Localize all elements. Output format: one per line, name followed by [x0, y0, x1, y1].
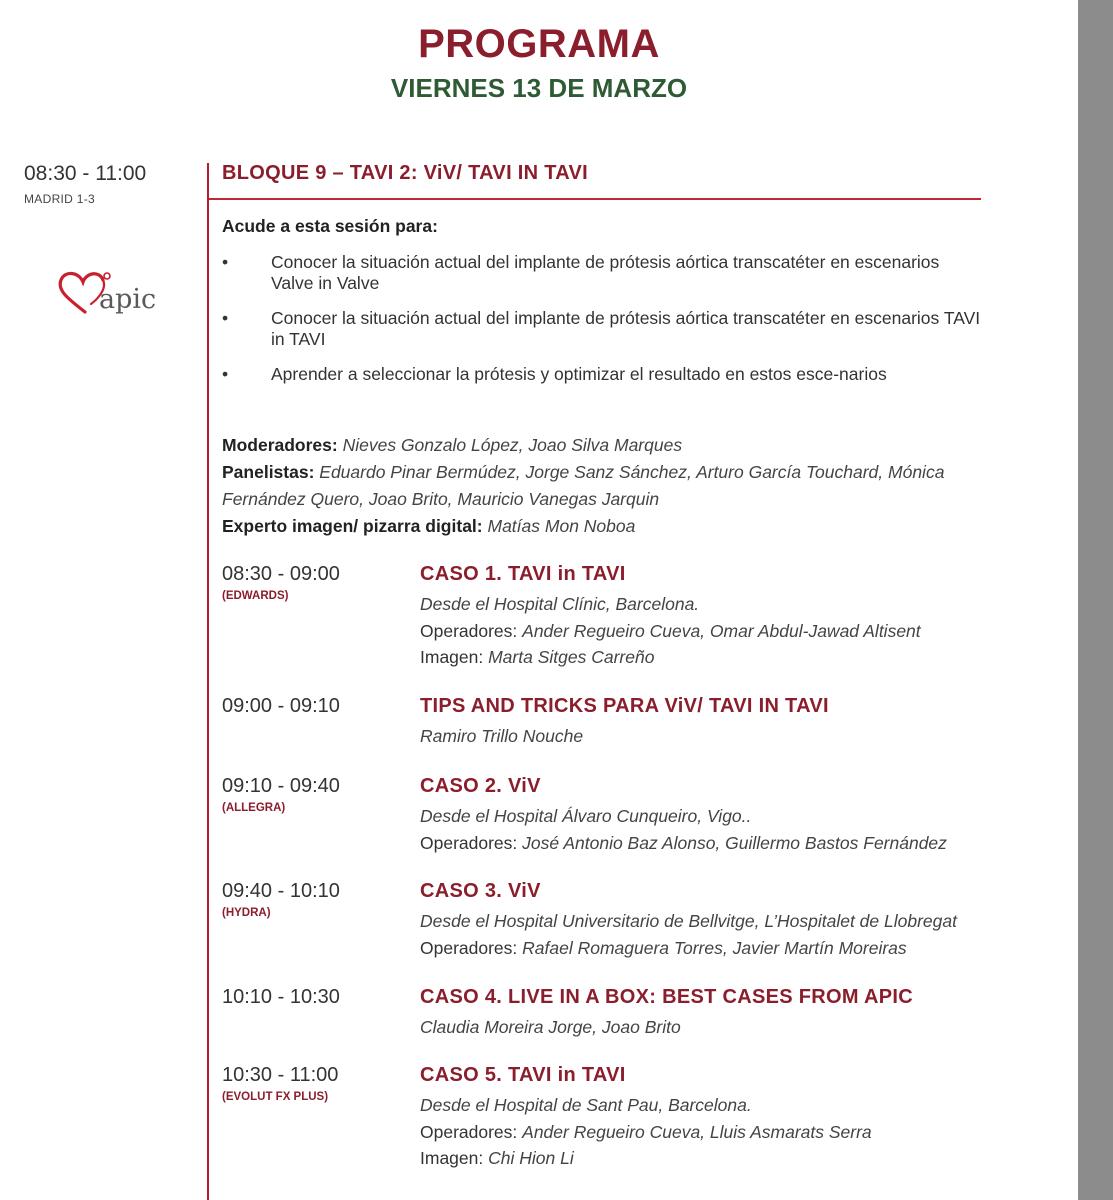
objective-item — [222, 252, 982, 294]
apic-logo — [55, 268, 165, 318]
moderators-label: Moderadores: — [222, 435, 338, 455]
session-detail-line — [420, 1119, 990, 1146]
session-detail-line — [420, 1145, 990, 1172]
objectives-list — [222, 252, 982, 399]
detail-text: Desde el Hospital Clínic, Barcelona. — [420, 594, 700, 614]
session-time: 09:10 - 09:40 — [222, 775, 340, 797]
block-title-rule — [209, 198, 981, 200]
session-detail-line — [420, 803, 990, 830]
session-time: 08:30 - 09:00 — [222, 563, 340, 585]
objective-item — [222, 364, 982, 385]
session-detail-line — [420, 591, 990, 618]
session-detail-line — [420, 1092, 990, 1119]
expert-line — [222, 513, 982, 540]
detail-text: Ander Regueiro Cueva, Lluis Asmarats Serra — [522, 1121, 872, 1142]
detail-label: Operadores: — [420, 620, 518, 641]
session-detail-line — [420, 618, 990, 645]
right-side-bar — [1078, 0, 1113, 1200]
objective-item — [222, 308, 982, 350]
page-title: PROGRAMA — [418, 22, 660, 66]
session-time: 09:00 - 09:10 — [222, 695, 340, 717]
detail-text: Desde el Hospital Universitario de Bellvitge, L’Hospitalet de Llobregat — [420, 911, 957, 931]
bullet-icon: • — [222, 252, 229, 272]
moderators-names: Nieves Gonzalo López, Joao Silva Marques — [342, 435, 683, 455]
detail-label: Operadores: — [420, 832, 518, 853]
expert-name: Matías Mon Noboa — [487, 516, 636, 536]
page-date: VIERNES 13 DE MARZO — [390, 73, 688, 103]
block-room: MADRID 1-3 — [24, 192, 96, 206]
detail-text: Chi Hion Li — [488, 1148, 574, 1168]
session-title: TIPS AND TRICKS PARA ViV/ TAVI IN TAVI — [420, 695, 829, 717]
detail-text: Ramiro Trillo Nouche — [420, 726, 584, 746]
bullet-icon: • — [222, 308, 229, 328]
session-details — [420, 1092, 990, 1172]
expert-label: Experto imagen/ pizarra digital: — [222, 516, 483, 536]
session-detail-line — [420, 935, 990, 962]
detail-label: Imagen: — [420, 647, 484, 667]
people-section — [222, 432, 982, 540]
detail-label: Imagen: — [420, 1148, 484, 1168]
detail-label: Operadores: — [420, 937, 518, 958]
bullet-icon: • — [222, 364, 229, 384]
block-title: BLOQUE 9 – TAVI 2: ViV/ TAVI IN TAVI — [222, 162, 589, 184]
session-sponsor: (HYDRA) — [222, 907, 271, 919]
logo-text: apic — [99, 284, 157, 315]
detail-text: Desde el Hospital de Sant Pau, Barcelona. — [420, 1095, 752, 1115]
session-title: CASO 2. ViV — [420, 775, 541, 797]
session-title: CASO 1. TAVI in TAVI — [420, 563, 626, 585]
detail-text: Rafael Romaguera Torres, Javier Martín Moreiras — [522, 937, 907, 958]
detail-text: Ander Regueiro Cueva, Omar Abdul-Jawad Altisent — [522, 620, 921, 641]
panelists-label: Panelistas: — [222, 462, 315, 482]
session-details — [420, 908, 990, 961]
session-detail-line — [420, 723, 990, 750]
session-intro: Acude a esta sesión para: — [222, 216, 438, 236]
session-sponsor: (EVOLUT FX PLUS) — [222, 1091, 329, 1103]
session-time: 10:30 - 11:00 — [222, 1064, 339, 1086]
session-title: CASO 3. ViV — [420, 880, 541, 902]
session-details — [420, 1014, 990, 1041]
session-details — [420, 723, 990, 750]
panelists-line — [222, 459, 982, 513]
session-sponsor: (ALLEGRA) — [222, 802, 286, 814]
session-title: CASO 4. LIVE IN A BOX: BEST CASES FROM APIC — [420, 986, 913, 1008]
block-time: 08:30 - 11:00 — [24, 162, 147, 185]
detail-text: Marta Sitges Carreño — [488, 647, 655, 667]
detail-text: Claudia Moreira Jorge, Joao Brito — [420, 1017, 681, 1037]
timeline-divider — [207, 163, 209, 1200]
objective-text: Aprender a seleccionar la prótesis y optimizar el resultado en estos esce-narios — [271, 364, 887, 384]
session-time: 10:10 - 10:30 — [222, 986, 340, 1008]
page-header — [0, 22, 1078, 104]
objective-text: Conocer la situación actual del implante de prótesis aórtica transcatéter en escenarios TAVI in TAVI — [271, 308, 981, 349]
session-detail-line — [420, 1014, 990, 1041]
detail-label: Operadores: — [420, 1121, 518, 1142]
detail-text: Desde el Hospital Álvaro Cunqueiro, Vigo.. — [420, 806, 752, 826]
session-time: 09:40 - 10:10 — [222, 880, 340, 902]
session-detail-line — [420, 908, 990, 935]
session-details — [420, 591, 990, 671]
moderators-line — [222, 432, 982, 459]
session-title: CASO 5. TAVI in TAVI — [420, 1064, 626, 1086]
session-details — [420, 803, 990, 856]
session-sponsor: (EDWARDS) — [222, 590, 289, 602]
objective-text: Conocer la situación actual del implante de prótesis aórtica transcatéter en escenarios Valve in Valve — [271, 252, 940, 293]
session-detail-line — [420, 644, 990, 671]
detail-text: José Antonio Baz Alonso, Guillermo Bastos Fernández — [522, 832, 947, 853]
session-detail-line — [420, 830, 990, 857]
panelists-names: Eduardo Pinar Bermúdez, Jorge Sanz Sánchez, Arturo García Touchard, Mónica Fernández Quero, Joao Brito, Mauricio Vanegas Jarquin — [222, 462, 945, 509]
